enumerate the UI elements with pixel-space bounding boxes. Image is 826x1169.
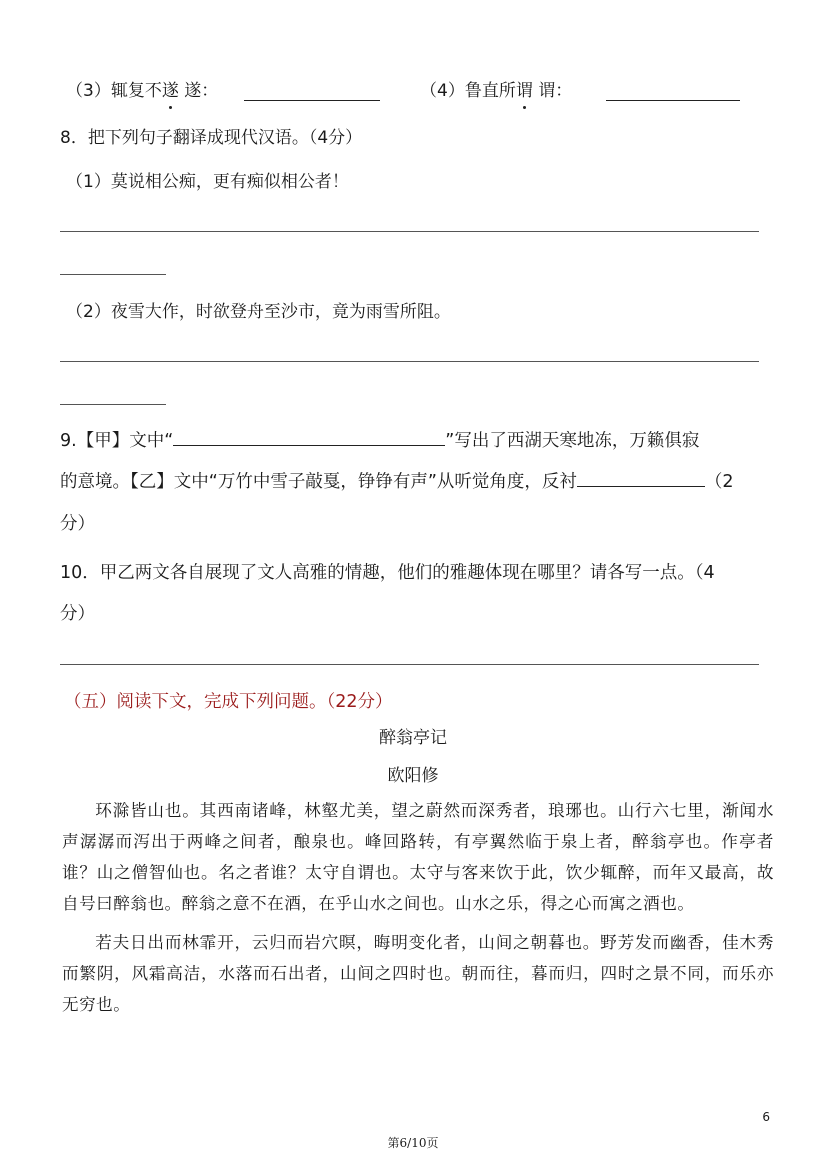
q9-prefix: 9.【甲】文中“ [60, 431, 174, 451]
q8-s1-answer-line[interactable] [60, 231, 759, 232]
q9-line-2-text: 的意境。【乙】文中“万竹中雪子敲戛，铮铮有声”从听觉角度，反衬 [60, 472, 577, 492]
q9-line-2-tail: （2 [704, 472, 734, 492]
q7-item3-prefix: （3）辄复不 [66, 81, 162, 101]
passage-title: 醉翁亭记 [379, 728, 447, 748]
q10-line-1: 10．甲乙两文各自展现了文人高雅的情趣，他们的雅趣体现在哪里？请各写一点。（4 [60, 563, 715, 583]
passage-body [62, 795, 774, 1020]
q9-answer-blank-1[interactable] [173, 429, 445, 446]
q7-item4-answer-blank[interactable] [606, 84, 740, 101]
q10-answer-line[interactable] [60, 664, 759, 665]
q8-s2-answer-line[interactable] [60, 361, 759, 362]
q8-sentence-2: （2）夜雪大作，时欲登舟至沙市，竟为雨雪所阻。 [66, 302, 451, 322]
q7-item3-answer-blank[interactable] [244, 84, 380, 101]
q7-item3-label: 遂： [178, 81, 219, 101]
q9-line-1 [60, 429, 699, 453]
q8-title: 8．把下列句子翻译成现代汉语。（4分） [60, 128, 363, 148]
page-footer: 第6/10页 [387, 1136, 439, 1150]
q7-item3 [66, 79, 218, 103]
q7-item4-prefix: （4）鲁直所 [420, 81, 516, 101]
q8-s1-answer-line-short[interactable] [60, 274, 166, 275]
passage-paragraph-2: 若夫日出而林霏开，云归而岩穴暝，晦明变化者，山间之朝暮也。野芳发而幽香，佳木秀而繁阴，风霜高洁，水落而石出者，山间之四时也。朝而往，暮而归，四时之景不同，而乐亦无穷也。 [62, 933, 774, 1014]
q9-answer-blank-2[interactable] [577, 470, 705, 487]
passage-paragraph-1: 环滁皆山也。其西南诸峰，林壑尤美，望之蔚然而深秀者，琅琊也。山行六七里，渐闻水声潺潺而泻出于两峰之间者，酿泉也。峰回路转，有亭翼然临于泉上者，醉翁亭也。作亭者谁？山之僧智仙也。名之者谁？太守自谓也。太守与客来饮于此，饮少辄醉，而年又最高，故自号曰醉翁也。醉翁之意不在酒，在乎山水之间也。山水之乐，得之心而寓之酒也。 [62, 801, 774, 913]
q9-line-2 [60, 470, 734, 494]
q8-s2-answer-line-short[interactable] [60, 404, 166, 405]
q7-item4-label: 谓： [532, 81, 573, 101]
q10-line-2: 分） [60, 604, 95, 624]
passage-author: 欧阳修 [387, 766, 439, 786]
page-number: 6 [762, 1110, 770, 1124]
q7-item3-char: 遂 [161, 81, 179, 101]
q7-item4 [420, 79, 572, 103]
section5-heading: （五）阅读下文，完成下列问题。（22分） [64, 692, 393, 712]
q9-suffix: ”写出了西湖天寒地冻，万籁俱寂 [445, 431, 700, 451]
q9-line-3: 分） [60, 514, 95, 534]
q7-item4-char: 谓 [515, 81, 533, 101]
q8-sentence-1: （1）莫说相公痴，更有痴似相公者！ [66, 172, 349, 192]
